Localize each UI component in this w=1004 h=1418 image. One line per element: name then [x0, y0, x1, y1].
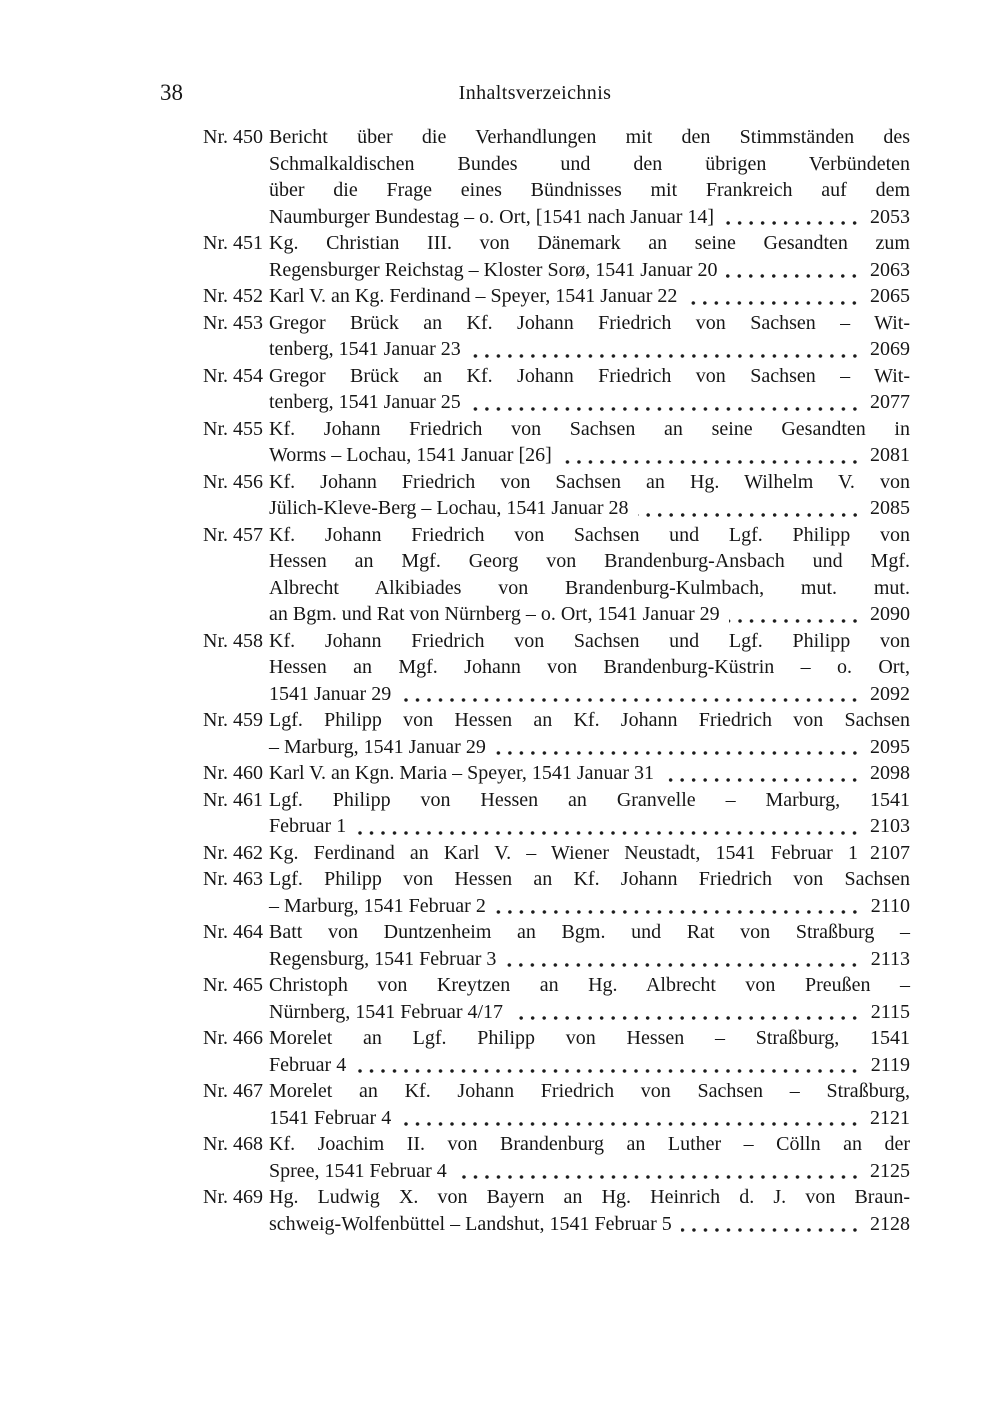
entry-text: tenberg, 1541 Januar 23 [269, 338, 461, 360]
entry-page-number: 2077 [870, 391, 910, 413]
entry-body [269, 283, 910, 310]
dot-leader [470, 353, 864, 359]
entry-page-number: 2053 [870, 205, 910, 228]
entry-page-number: 2103 [870, 815, 910, 837]
entry-text: Karl V. an Kgn. Maria – Speyer, 1541 Januar 31 [269, 762, 655, 784]
entry-page-number: 2125 [870, 1159, 910, 1182]
entry-number: Nr. 464 [203, 921, 263, 943]
entry-line: Lgf. Philipp von Hessen an Kf. Johann Friedrich von Sachsen [269, 709, 910, 731]
dot-leader [505, 962, 864, 968]
toc-entry [203, 919, 910, 972]
entry-text: schweig-Wolfenbüttel – Landshut, 1541 Februar 5 [269, 1212, 672, 1235]
entry-body [269, 310, 910, 363]
toc-entry [203, 230, 910, 283]
entry-page-number: 2113 [870, 947, 910, 970]
entry-last-line [269, 999, 910, 1026]
entry-page-number: 2098 [870, 762, 910, 784]
entry-text: Kg. Ferdinand an Karl V. – Wiener Neustadt, 1541 Februar 1 [269, 841, 858, 864]
entry-number: Nr. 455 [203, 417, 263, 440]
entry-last-line [269, 389, 910, 416]
entry-text: Naumburger Bundestag – o. Ort, [1541 nach Januar 14] [269, 205, 715, 228]
dot-leader [726, 273, 864, 279]
entry-number: Nr. 452 [203, 285, 263, 307]
entry-number: Nr. 462 [203, 841, 263, 864]
entry-body [269, 230, 910, 283]
entry-text: Nürnberg, 1541 Februar 4/17 [269, 1000, 504, 1023]
entry-last-line [269, 495, 910, 522]
entry-page-number: 2081 [870, 444, 910, 466]
entry-number: Nr. 453 [203, 311, 263, 334]
entry-text: Jülich-Kleve-Berg – Lochau, 1541 Januar 28 [269, 497, 629, 519]
entry-line: Kf. Johann Friedrich von Sachsen und Lgf. Philipp von [269, 629, 910, 652]
toc-entry [203, 522, 910, 628]
entry-text: Februar 1 [269, 815, 347, 837]
entry-number: Nr. 451 [203, 232, 263, 254]
toc-entry [203, 310, 910, 363]
entry-line: Kg. Christian III. von Dänemark an seine Gesandten zum [269, 232, 910, 254]
toc-entry [203, 628, 910, 708]
toc-entry [203, 363, 910, 416]
dot-leader [638, 512, 864, 518]
entry-text: Karl V. an Kg. Ferdinand – Speyer, 1541 Januar 22 [269, 285, 678, 307]
toc-entry [203, 787, 910, 840]
entry-body [269, 840, 910, 867]
entry-line: Hessen an Mgf. Georg von Brandenburg-Ansbach und Mgf. [269, 550, 910, 572]
entry-text: Regensburger Reichstag – Kloster Sorø, 1541 Januar 20 [269, 258, 718, 281]
entry-body [269, 760, 910, 787]
page-header [160, 80, 910, 110]
entry-body [269, 919, 910, 972]
entry-body [269, 787, 910, 840]
entry-last-line [269, 946, 910, 973]
dot-leader [686, 300, 864, 306]
entry-last-line [269, 893, 910, 920]
entry-line: Gregor Brück an Kf. Johann Friedrich von Sachsen – Wit- [269, 311, 910, 334]
dot-leader [470, 406, 864, 412]
entry-text: Februar 4 [269, 1053, 347, 1076]
dot-leader [663, 777, 864, 783]
entry-number: Nr. 463 [203, 868, 263, 890]
entry-line: Hg. Ludwig X. von Bayern an Hg. Heinrich d. J. von Braun- [269, 1186, 910, 1208]
toc-list [203, 124, 910, 1237]
entry-text: Worms – Lochau, 1541 Januar [26] [269, 444, 552, 466]
entry-page-number: 2095 [870, 735, 910, 758]
entry-line: über die Frage eines Bündnisses mit Frankreich auf dem [269, 179, 910, 201]
dot-leader [355, 830, 864, 836]
entry-body [269, 1078, 910, 1131]
entry-last-line [269, 681, 910, 708]
entry-line: Schmalkaldischen Bundes und den übrigen Verbündeten [269, 152, 910, 175]
toc-entry [203, 283, 910, 310]
entry-page-number: 2065 [870, 285, 910, 307]
entry-line: Hessen an Mgf. Johann von Brandenburg-Küstrin – o. Ort, [269, 656, 910, 678]
entry-page-number: 2121 [870, 1106, 910, 1129]
entry-page-number: 2069 [870, 338, 910, 360]
entry-line: Kf. Johann Friedrich von Sachsen und Lgf. Philipp von [269, 523, 910, 546]
toc-entry [203, 124, 910, 230]
dot-leader [729, 618, 864, 624]
entry-number: Nr. 466 [203, 1027, 263, 1049]
entry-body [269, 707, 910, 760]
entry-last-line [269, 601, 910, 628]
entry-last-line [269, 1158, 910, 1185]
entry-body [269, 1131, 910, 1184]
entry-line: Christoph von Kreytzen an Hg. Albrecht von Preußen – [269, 974, 910, 996]
dot-leader [456, 1174, 864, 1180]
entry-page-number: 2085 [870, 497, 910, 519]
toc-entry [203, 866, 910, 919]
entry-page-number: 2115 [870, 1000, 910, 1023]
dot-leader [495, 750, 864, 756]
entry-text: an Bgm. und Rat von Nürnberg – o. Ort, 1541 Januar 29 [269, 603, 720, 625]
toc-entry [203, 416, 910, 469]
entry-last-line [269, 257, 910, 284]
entry-line: Lgf. Philipp von Hessen an Kf. Johann Friedrich von Sachsen [269, 868, 910, 890]
entry-line: Morelet an Kf. Johann Friedrich von Sachsen – Straßburg, [269, 1080, 910, 1102]
entry-line: Lgf. Philipp von Hessen an Granvelle – Marburg, 1541 [269, 788, 910, 811]
dot-leader [512, 1015, 864, 1021]
toc-entry [203, 972, 910, 1025]
entry-last-line [269, 1211, 910, 1238]
toc-entry [203, 1078, 910, 1131]
entry-line: Kf. Johann Friedrich von Sachsen an seine Gesandten in [269, 417, 910, 440]
page-number: 38 [160, 80, 183, 105]
entry-last-line [269, 1052, 910, 1079]
entry-page-number: 2092 [870, 682, 910, 705]
toc-entry [203, 760, 910, 787]
entry-last-line [269, 813, 910, 840]
entry-number: Nr. 461 [203, 788, 263, 811]
toc-entry [203, 1131, 910, 1184]
entry-number: Nr. 467 [203, 1080, 263, 1102]
entry-text: tenberg, 1541 Januar 25 [269, 391, 461, 413]
entry-last-line [269, 442, 910, 469]
entry-number: Nr. 454 [203, 364, 263, 387]
entry-last-line [269, 336, 910, 363]
entry-line: Morelet an Lgf. Philipp von Hessen – Straßburg, 1541 [269, 1027, 910, 1049]
toc-entry [203, 1025, 910, 1078]
toc-entry [203, 1184, 910, 1237]
entry-number: Nr. 457 [203, 523, 263, 546]
entry-number: Nr. 460 [203, 762, 263, 784]
entry-body [269, 1184, 910, 1237]
entry-body [269, 866, 910, 919]
entry-line: Kf. Johann Friedrich von Sachsen an Hg. Wilhelm V. von [269, 470, 910, 493]
entry-body [269, 416, 910, 469]
entry-page-number: 2128 [870, 1212, 910, 1235]
entry-number: Nr. 450 [203, 126, 263, 148]
entry-text: 1541 Januar 29 [269, 682, 392, 705]
toc-entry [203, 707, 910, 760]
entry-page-number: 2063 [870, 258, 910, 281]
entry-body [269, 628, 910, 708]
entry-text: Spree, 1541 Februar 4 [269, 1159, 447, 1182]
dot-leader [723, 220, 864, 226]
entry-last-line [269, 283, 910, 310]
entry-line: Bericht über die Verhandlungen mit den Stimmständen des [269, 126, 910, 148]
entry-page-number: 2119 [870, 1053, 910, 1076]
entry-line: Gregor Brück an Kf. Johann Friedrich von Sachsen – Wit- [269, 364, 910, 387]
entry-line: Batt von Duntzenheim an Bgm. und Rat von Straßburg – [269, 921, 910, 943]
running-header: Inhaltsverzeichnis [458, 82, 612, 104]
entry-last-line [269, 760, 910, 787]
dot-leader [495, 909, 864, 915]
dot-leader [400, 1121, 864, 1127]
entry-line: Kf. Joachim II. von Brandenburg an Luther – Cölln an der [269, 1133, 910, 1155]
entry-body [269, 363, 910, 416]
dot-leader [561, 459, 864, 465]
entry-number: Nr. 459 [203, 709, 263, 731]
entry-body [269, 972, 910, 1025]
entry-number: Nr. 468 [203, 1133, 263, 1155]
entry-number: Nr. 456 [203, 470, 263, 493]
dot-leader [400, 697, 864, 703]
entry-body [269, 124, 910, 230]
entry-last-line [269, 734, 910, 761]
toc-entry [203, 840, 910, 867]
entry-last-line [269, 1105, 910, 1132]
dot-leader [355, 1068, 864, 1074]
entry-page-number: 2090 [870, 603, 910, 625]
entry-text: 1541 Februar 4 [269, 1106, 392, 1129]
entry-number: Nr. 469 [203, 1186, 263, 1208]
entry-text: Regensburg, 1541 Februar 3 [269, 947, 497, 970]
dot-leader [681, 1227, 864, 1233]
entry-number: Nr. 465 [203, 974, 263, 996]
entry-text: – Marburg, 1541 Januar 29 [269, 735, 486, 758]
entry-body [269, 522, 910, 628]
entry-number: Nr. 458 [203, 629, 263, 652]
entry-text: – Marburg, 1541 Februar 2 [269, 894, 486, 917]
toc-entry [203, 469, 910, 522]
entry-line: Albrecht Alkibiades von Brandenburg-Kulmbach, mut. mut. [269, 576, 910, 599]
entry-body [269, 469, 910, 522]
entry-body [269, 1025, 910, 1078]
entry-page-number: 2107 [870, 841, 910, 864]
entry-last-line [269, 840, 910, 867]
entry-last-line [269, 204, 910, 231]
entry-page-number: 2110 [870, 894, 910, 917]
